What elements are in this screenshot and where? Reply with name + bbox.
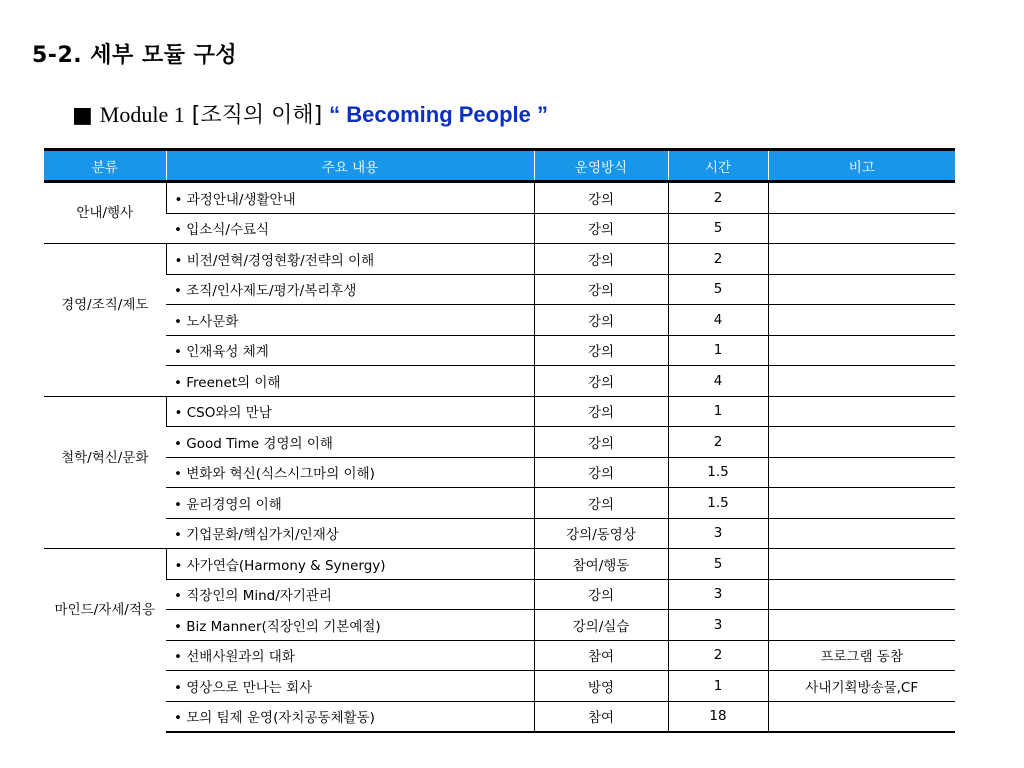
module-title [72, 98, 548, 129]
note-cell [768, 274, 955, 305]
note-cell [768, 182, 955, 214]
column-header-note: 비고 [768, 150, 955, 182]
table-row [44, 366, 955, 397]
note-cell [768, 518, 955, 549]
table-row [44, 457, 955, 488]
table-row [44, 640, 955, 671]
method-cell: 참여/행동 [534, 549, 668, 580]
table-body [44, 182, 955, 733]
time-cell: 2 [668, 427, 768, 458]
time-cell: 4 [668, 366, 768, 397]
note-cell [768, 579, 955, 610]
time-cell: 1 [668, 335, 768, 366]
table-header-row [44, 150, 955, 182]
time-cell: 2 [668, 244, 768, 275]
content-cell: • 비전/연혁/경영현황/전략의 이해 [166, 244, 534, 275]
table-row [44, 305, 955, 336]
module-subtitle: [조직의 이해] [191, 103, 323, 128]
method-cell: 강의 [534, 457, 668, 488]
time-cell: 2 [668, 182, 768, 214]
category-cell: 마인드/자세/적응 [44, 549, 166, 733]
note-cell [768, 457, 955, 488]
column-header-content: 주요 내용 [166, 150, 534, 182]
table-row [44, 518, 955, 549]
content-cell: • Biz Manner(직장인의 기본예절) [166, 610, 534, 641]
column-header-time: 시간 [668, 150, 768, 182]
method-cell: 강의 [534, 396, 668, 427]
method-cell: 방영 [534, 671, 668, 702]
table-row [44, 213, 955, 244]
content-cell: • 선배사원과의 대화 [166, 640, 534, 671]
content-cell: • 노사문화 [166, 305, 534, 336]
note-cell [768, 366, 955, 397]
content-cell: • 인재육성 체계 [166, 335, 534, 366]
table-row [44, 396, 955, 427]
content-cell: • 윤리경영의 이해 [166, 488, 534, 519]
table-row [44, 549, 955, 580]
note-cell [768, 305, 955, 336]
method-cell: 강의 [534, 274, 668, 305]
time-cell: 1 [668, 396, 768, 427]
table-row [44, 182, 955, 214]
content-cell: • 영상으로 만나는 회사 [166, 671, 534, 702]
table-row [44, 427, 955, 458]
content-cell: • 조직/인사제도/평가/복리후생 [166, 274, 534, 305]
table-row [44, 488, 955, 519]
table-row [44, 274, 955, 305]
time-cell: 3 [668, 518, 768, 549]
time-cell: 5 [668, 274, 768, 305]
square-bullet-icon: ■ [72, 103, 93, 128]
method-cell: 강의 [534, 366, 668, 397]
table-row [44, 244, 955, 275]
method-cell: 참여 [534, 640, 668, 671]
method-cell: 강의 [534, 182, 668, 214]
note-cell [768, 610, 955, 641]
method-cell: 강의 [534, 335, 668, 366]
note-cell [768, 549, 955, 580]
time-cell: 2 [668, 640, 768, 671]
table-row [44, 701, 955, 732]
time-cell: 1 [668, 671, 768, 702]
content-cell: • 사가연습(Harmony & Synergy) [166, 549, 534, 580]
time-cell: 4 [668, 305, 768, 336]
note-cell: 프로그램 동참 [768, 640, 955, 671]
content-cell: • 모의 팀제 운영(자치공동체활동) [166, 701, 534, 732]
content-cell: • 과정안내/생활안내 [166, 182, 534, 214]
time-cell: 1.5 [668, 457, 768, 488]
section-title: 5-2. 세부 모듈 구성 [32, 43, 238, 68]
table-row [44, 610, 955, 641]
content-cell: • 입소식/수료식 [166, 213, 534, 244]
method-cell: 강의 [534, 427, 668, 458]
content-cell: • 직장인의 Mind/자기관리 [166, 579, 534, 610]
method-cell: 강의 [534, 244, 668, 275]
content-cell: • Freenet의 이해 [166, 366, 534, 397]
method-cell: 강의 [534, 579, 668, 610]
column-header-category: 분류 [44, 150, 166, 182]
method-cell: 강의 [534, 488, 668, 519]
note-cell [768, 427, 955, 458]
note-cell: 사내기획방송물,CF [768, 671, 955, 702]
quote-open: “ [329, 102, 341, 127]
note-cell [768, 213, 955, 244]
module-table [44, 148, 955, 733]
quote-close: ” [537, 102, 549, 127]
method-cell: 강의/동영상 [534, 518, 668, 549]
category-cell: 철학/혁신/문화 [44, 396, 166, 549]
note-cell [768, 396, 955, 427]
content-cell: • 변화와 혁신(식스시그마의 이해) [166, 457, 534, 488]
column-header-method: 운영방식 [534, 150, 668, 182]
time-cell: 3 [668, 610, 768, 641]
category-cell: 안내/행사 [44, 182, 166, 244]
note-cell [768, 488, 955, 519]
note-cell [768, 701, 955, 732]
quote-text: Becoming People [346, 102, 531, 127]
time-cell: 18 [668, 701, 768, 732]
table-row [44, 671, 955, 702]
method-cell: 강의/실습 [534, 610, 668, 641]
module-quote [329, 102, 548, 127]
note-cell [768, 244, 955, 275]
time-cell: 1.5 [668, 488, 768, 519]
time-cell: 5 [668, 213, 768, 244]
category-cell: 경영/조직/제도 [44, 244, 166, 397]
note-cell [768, 335, 955, 366]
content-cell: • 기업문화/핵심가치/인재상 [166, 518, 534, 549]
time-cell: 5 [668, 549, 768, 580]
content-cell: • CSO와의 만남 [166, 396, 534, 427]
method-cell: 강의 [534, 213, 668, 244]
module-name: Module 1 [99, 102, 185, 127]
time-cell: 3 [668, 579, 768, 610]
content-cell: • Good Time 경영의 이해 [166, 427, 534, 458]
method-cell: 참여 [534, 701, 668, 732]
table-row [44, 335, 955, 366]
method-cell: 강의 [534, 305, 668, 336]
table-row [44, 579, 955, 610]
